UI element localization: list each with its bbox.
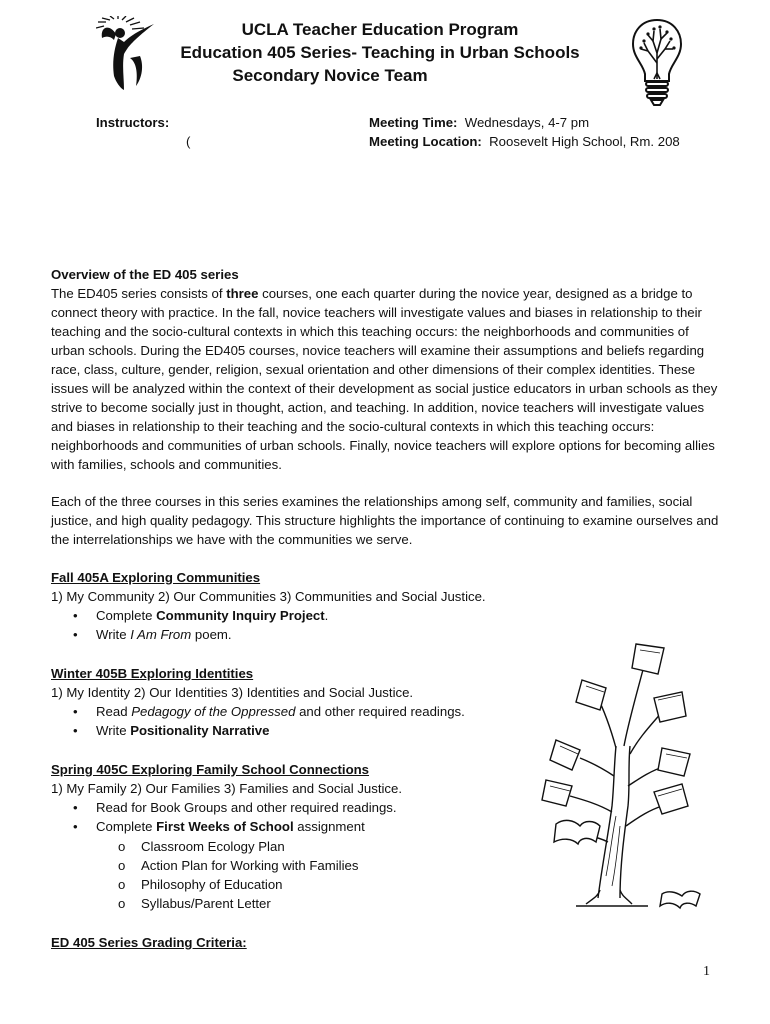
meeting-time-label: Meeting Time:: [369, 115, 458, 130]
title-line-2: Education 405 Series- Teaching in Urban Schools: [180, 43, 580, 62]
fall-b2-ital: I Am From: [130, 627, 192, 642]
spring-heading: Spring 405C Exploring Family School Connections: [51, 762, 370, 777]
instructors-paren: (: [186, 134, 191, 149]
sub-bullet: o: [118, 858, 126, 873]
spring-b2-pre: Complete: [96, 819, 157, 834]
bullet: •: [73, 800, 78, 815]
fall-b2-pre: Write: [96, 627, 131, 642]
fall-b1-pre: Complete: [96, 608, 157, 623]
winter-b2-pre: Write: [96, 723, 131, 738]
sub-item-text: Syllabus/Parent Letter: [141, 896, 271, 911]
fall-line: 1) My Community 2) Our Communities 3) Communities and Social Justice.: [51, 589, 486, 604]
bullet: •: [73, 819, 78, 834]
winter-line: 1) My Identity 2) Our Identities 3) Identities and Social Justice.: [51, 685, 414, 700]
fall-heading: Fall 405A Exploring Communities: [51, 570, 261, 585]
winter-b1-pre: Read: [96, 704, 132, 719]
grading-heading: ED 405 Series Grading Criteria:: [51, 935, 247, 950]
book-tree-illustration: [536, 636, 716, 916]
bullet: •: [73, 608, 78, 623]
winter-b1-ital: Pedagogy of the Oppressed: [131, 704, 296, 719]
bullet: •: [73, 627, 78, 642]
meeting-time-value: Wednesdays, 4-7 pm: [464, 115, 590, 130]
winter-b2-bold: Positionality Narrative: [130, 723, 270, 738]
bullet: •: [73, 704, 78, 719]
overview-paragraph-1: [51, 284, 719, 474]
spring-b2-post: assignment: [293, 819, 365, 834]
meeting-location: [369, 132, 680, 151]
overview-paragraph-2: Each of the three courses in this series examines the relationships among self, community and families, social justice, and high quality pedagogy. This structure highlights the importance of continuing to examine ourselves and the interrelationships we have with the communities we serve.: [51, 494, 719, 547]
sub-bullet: o: [118, 896, 126, 911]
bullet: •: [73, 723, 78, 738]
sub-item-text: Classroom Ecology Plan: [141, 839, 285, 854]
fall-b1-bold: Community Inquiry Project: [156, 608, 325, 623]
instructors-label: Instructors:: [96, 115, 170, 130]
title-line-1: UCLA Teacher Education Program: [241, 20, 519, 39]
meeting-location-label: Meeting Location:: [369, 134, 482, 149]
overview-text-1b: three: [226, 286, 259, 301]
winter-b1-post: and other required readings.: [295, 704, 465, 719]
title-line-3: Secondary Novice Team: [232, 66, 428, 85]
page-number: 1: [703, 964, 710, 979]
spring-b1: Read for Book Groups and other required readings.: [96, 800, 397, 815]
page-title: [150, 18, 610, 87]
meeting-location-value: Roosevelt High School, Rm. 208: [489, 134, 680, 149]
sub-item-text: Action Plan for Working with Families: [141, 858, 359, 873]
meeting-time: [369, 113, 589, 132]
spring-line: 1) My Family 2) Our Families 3) Families and Social Justice.: [51, 781, 403, 796]
spring-b2-bold: First Weeks of School: [156, 819, 294, 834]
sub-bullet: o: [118, 877, 126, 892]
fall-b2-post: poem.: [191, 627, 232, 642]
overview-text-1a: The ED405 series consists of: [51, 286, 227, 301]
overview-text-1c: courses, one each quarter during the novice year, designed as a bridge to connect theory with practice. In the fall, novice teachers will investigate values and biases in relationship to their teaching and the socio-cultural contexts in which this teaching occurs: the neighborhoods and communities of urban schools. During the ED405 courses, novice teachers will examine their assumptions and beliefs regarding race, class, culture, gender, religion, sexual orientation and other dimensions of their complex identities. These issues will be analyzed within the context of their development as social justice educators in urban schools as they strive to become socially just in thought, action, and teaching. In addition, novice teachers will investigate values and biases in relationship to their teaching and the socio-cultural contexts in which this teaching occurs: neighborhoods and communities of urban schools. Finally, novice teachers will explore options for becoming allies with families, schools and communities.: [51, 286, 718, 472]
fall-b1-post: .: [324, 608, 329, 623]
sub-bullet: o: [118, 839, 126, 854]
lightbulb-tree-icon: [630, 17, 684, 109]
overview-heading: Overview of the ED 405 series: [51, 267, 239, 282]
sub-item-text: Philosophy of Education: [141, 877, 283, 892]
winter-heading: Winter 405B Exploring Identities: [51, 666, 254, 681]
